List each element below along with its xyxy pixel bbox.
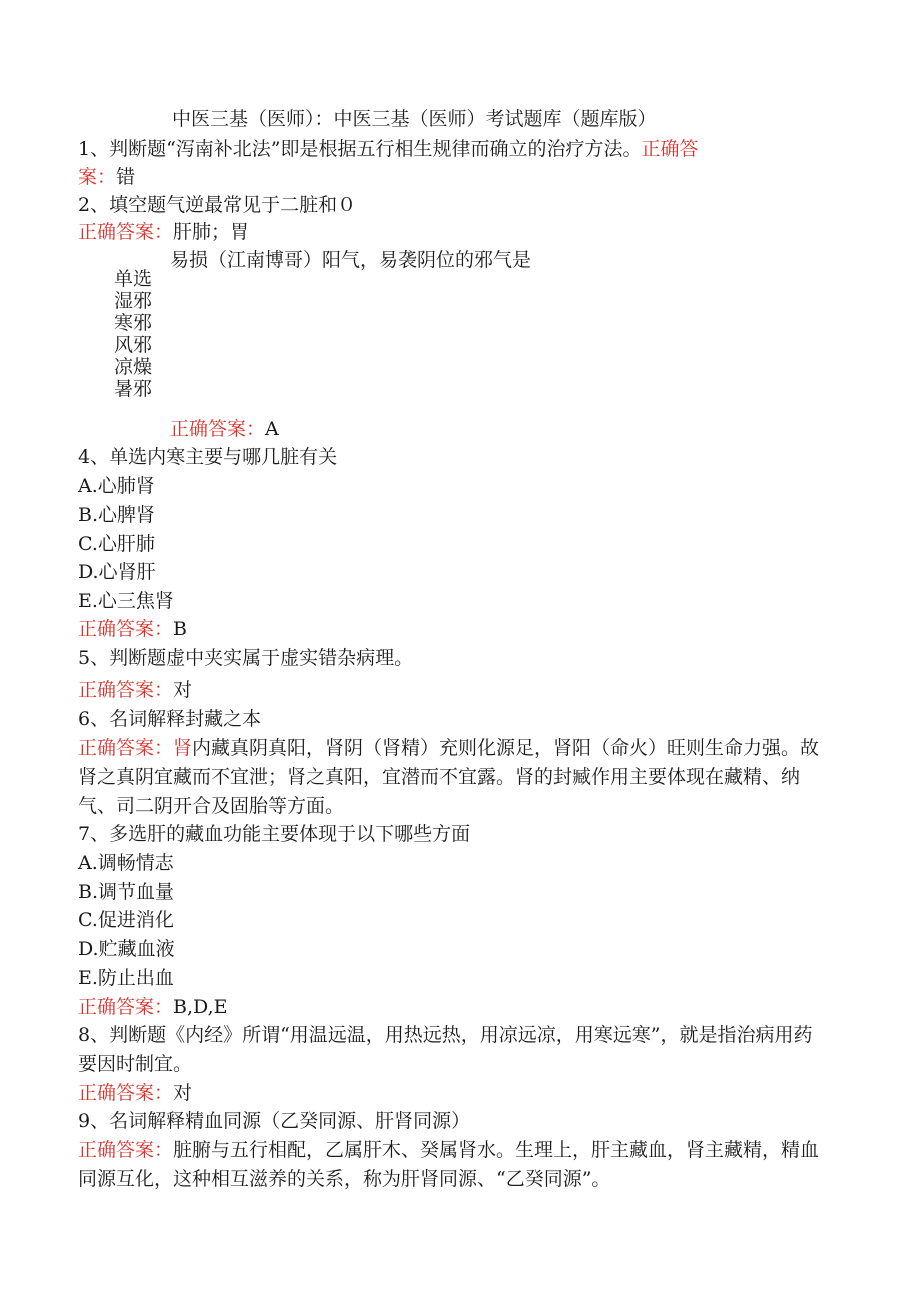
q4-option: C.心肝肺 bbox=[78, 533, 155, 555]
q2-stem: 2、填空题气逆最常见于二脏和０ bbox=[78, 194, 357, 216]
q7-answer-label: 正确答案： bbox=[78, 996, 174, 1018]
q7-stem: 7、多选肝的藏血功能主要体现于以下哪些方面 bbox=[78, 823, 471, 845]
q3-type: 单选 bbox=[114, 268, 153, 290]
q3-option: 风邪 bbox=[114, 334, 153, 356]
q8-answer: 对 bbox=[173, 1082, 193, 1104]
q5-answer-line bbox=[78, 676, 832, 705]
q3-option: 凉燥 bbox=[114, 356, 153, 378]
q9-stem: 9、名词解释精血同源（乙癸同源、肝肾同源） bbox=[78, 1110, 471, 1132]
q7-option: C.促进消化 bbox=[78, 909, 174, 931]
q2-answer: 肝肺；胃 bbox=[173, 221, 250, 243]
q6-answer: 内藏真阴真阳，肾阴（肾精）充则化源足，肾阳（命火）旺则生命力强。故肾之真阴宜藏而不宜泄；肾之真阳，宜潜而不宜露。肾的封臧作用主要体现在藏精、纳气、司二阴开合及固胎等方面。 bbox=[78, 737, 820, 817]
q5-answer: 对 bbox=[173, 679, 193, 701]
q6-answer-first-char: 肾 bbox=[173, 737, 193, 759]
q6-stem: 6、名词解释封藏之本 bbox=[78, 708, 262, 730]
q5-stem: 5、判断题虚中夹实属于虚实错杂病理。 bbox=[78, 647, 414, 669]
q1-answer-line bbox=[78, 163, 832, 192]
q4-answer: B bbox=[173, 618, 187, 640]
q1-answer-label-part2: 案： bbox=[78, 166, 117, 188]
q4-option: B.心脾肾 bbox=[78, 504, 156, 526]
q8-answer-line bbox=[78, 1079, 832, 1108]
q4-option: D.心肾肝 bbox=[78, 561, 156, 583]
q4-answer-line bbox=[78, 615, 832, 644]
q6-answer-label: 正确答案： bbox=[78, 737, 174, 759]
q4-stem: 4、单选内寒主要与哪几脏有关 bbox=[78, 446, 338, 468]
q8-stem: 8、判断题《内经》所谓“用温远温，用热远热，用凉远凉，用寒远寒”，就是指治病用药要因时制宜。 bbox=[78, 1024, 813, 1075]
q3-stem: 易损（江南博哥）阳气，易袭阴位的邪气是 bbox=[170, 249, 532, 271]
q1-stem: 1、判断题“泻南补北法”即是根据五行相生规律而确立的治疗方法。 bbox=[78, 138, 642, 160]
q1-stem-line bbox=[78, 135, 832, 164]
q7-option: D.贮藏血液 bbox=[78, 938, 175, 960]
q4-option: E.心三焦肾 bbox=[78, 590, 174, 612]
q4-option: A.心肺肾 bbox=[78, 475, 155, 497]
q7-answer-line bbox=[78, 993, 832, 1022]
q4-answer-label: 正确答案： bbox=[78, 618, 174, 640]
q2-answer-label: 正确答案： bbox=[78, 221, 174, 243]
q9-answer-block bbox=[78, 1136, 828, 1194]
q7-answer: B,D,E bbox=[173, 996, 228, 1018]
q1-answer: 错 bbox=[116, 166, 136, 188]
q7-option: A.调畅情志 bbox=[78, 852, 174, 874]
q9-answer: 脏腑与五行相配，乙属肝木、癸属肾水。生理上，肝主藏血，肾主藏精，精血同源互化，这种相互滋养的关系，称为肝肾同源、“乙癸同源”。 bbox=[78, 1139, 820, 1190]
q9-answer-label: 正确答案： bbox=[78, 1139, 174, 1161]
q8-answer-label: 正确答案： bbox=[78, 1082, 174, 1104]
q3-answer-line bbox=[170, 415, 832, 444]
q3-option: 暑邪 bbox=[114, 378, 153, 400]
q2-answer-line bbox=[78, 218, 832, 247]
page-title: 中医三基（医师）：中医三基（医师）考试题库（题库版） bbox=[172, 108, 657, 130]
q1-answer-label-part1: 正确答 bbox=[641, 138, 699, 160]
q6-answer-block bbox=[78, 734, 828, 821]
q5-answer-label: 正确答案： bbox=[78, 679, 174, 701]
q3-answer-label: 正确答案： bbox=[170, 418, 266, 440]
q7-option: E.防止出血 bbox=[78, 967, 174, 989]
q7-option: B.调节血量 bbox=[78, 881, 175, 903]
q3-option: 寒邪 bbox=[114, 312, 153, 334]
q3-option: 湿邪 bbox=[114, 290, 153, 312]
q3-answer: A bbox=[265, 418, 279, 440]
